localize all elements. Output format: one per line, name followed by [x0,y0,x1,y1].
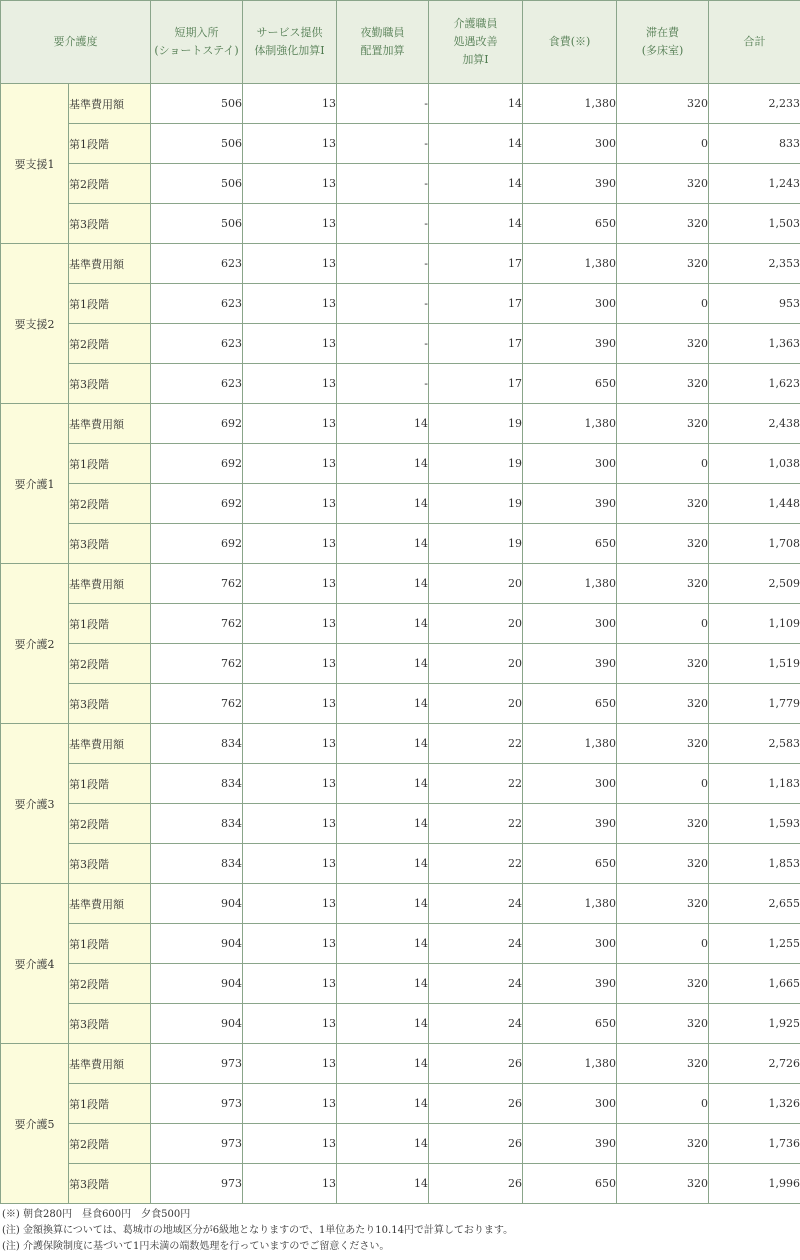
value-cell-night_staff: - [337,84,429,124]
value-cell-meal: 650 [523,524,617,564]
stage-cell: 基準費用額 [69,884,151,924]
value-cell-meal: 390 [523,1124,617,1164]
value-cell-night_staff: 14 [337,404,429,444]
value-cell-meal: 390 [523,644,617,684]
value-cell-night_staff: - [337,324,429,364]
value-cell-night_staff: 14 [337,444,429,484]
value-cell-service_add: 13 [243,764,337,804]
value-cell-night_staff: 14 [337,484,429,524]
value-cell-stay: 320 [617,1004,709,1044]
value-cell-night_staff: 14 [337,764,429,804]
value-cell-stay: 320 [617,484,709,524]
stage-cell: 基準費用額 [69,404,151,444]
value-cell-night_staff: 14 [337,1004,429,1044]
header-label: 加算Ⅰ [462,53,489,66]
table-row [1,444,800,484]
value-cell-service_add: 13 [243,644,337,684]
notes [0,1207,800,1255]
value-cell-total: 2,233 [709,84,800,124]
value-cell-care_staff: 24 [429,1004,523,1044]
header-label: サービス提供 [256,26,323,39]
value-cell-night_staff: 14 [337,1164,429,1204]
stage-cell: 第2段階 [69,804,151,844]
stage-cell: 第1段階 [69,1084,151,1124]
value-cell-care_staff: 14 [429,124,523,164]
value-cell-night_staff: - [337,124,429,164]
value-cell-short_stay: 904 [151,924,243,964]
value-cell-meal: 1,380 [523,564,617,604]
value-cell-meal: 300 [523,124,617,164]
header-label: 体制強化加算Ⅰ [254,44,325,57]
value-cell-care_staff: 17 [429,284,523,324]
value-cell-meal: 300 [523,924,617,964]
value-cell-total: 1,925 [709,1004,800,1044]
stage-cell: 第2段階 [69,644,151,684]
value-cell-stay: 0 [617,1084,709,1124]
value-cell-total: 953 [709,284,800,324]
value-cell-stay: 320 [617,844,709,884]
value-cell-short_stay: 692 [151,404,243,444]
value-cell-care_staff: 14 [429,204,523,244]
table-row [1,844,800,884]
value-cell-night_staff: 14 [337,964,429,1004]
value-cell-night_staff: 14 [337,724,429,764]
stage-cell: 第1段階 [69,764,151,804]
value-cell-service_add: 13 [243,244,337,284]
value-cell-care_staff: 22 [429,844,523,884]
value-cell-night_staff: 14 [337,844,429,884]
header-meal [523,1,617,84]
stage-cell: 第3段階 [69,1164,151,1204]
value-cell-meal: 300 [523,764,617,804]
value-cell-care_staff: 19 [429,404,523,444]
value-cell-service_add: 13 [243,684,337,724]
value-cell-total: 2,438 [709,404,800,444]
value-cell-stay: 320 [617,204,709,244]
value-cell-total: 2,655 [709,884,800,924]
value-cell-total: 1,665 [709,964,800,1004]
value-cell-service_add: 13 [243,1124,337,1164]
value-cell-meal: 650 [523,204,617,244]
value-cell-stay: 320 [617,1044,709,1084]
stage-cell: 基準費用額 [69,1044,151,1084]
header-label: 配置加算 [360,44,405,57]
value-cell-total: 1,853 [709,844,800,884]
header-label: 短期入所 [174,26,219,39]
stage-cell: 第2段階 [69,964,151,1004]
value-cell-total: 1,255 [709,924,800,964]
value-cell-service_add: 13 [243,404,337,444]
table-row [1,564,800,604]
value-cell-stay: 0 [617,924,709,964]
value-cell-total: 1,736 [709,1124,800,1164]
care-level-cell: 要介護2 [1,564,69,724]
value-cell-service_add: 13 [243,444,337,484]
header-label: 夜勤職員 [360,26,405,39]
value-cell-care_staff: 26 [429,1044,523,1084]
value-cell-care_staff: 14 [429,84,523,124]
table-row [1,284,800,324]
table-row [1,484,800,524]
value-cell-short_stay: 692 [151,524,243,564]
stage-cell: 第3段階 [69,1004,151,1044]
value-cell-meal: 650 [523,364,617,404]
header-total [709,1,800,84]
value-cell-care_staff: 14 [429,164,523,204]
stage-cell: 第1段階 [69,124,151,164]
value-cell-service_add: 13 [243,1044,337,1084]
value-cell-total: 1,779 [709,684,800,724]
value-cell-stay: 320 [617,164,709,204]
value-cell-meal: 390 [523,964,617,1004]
value-cell-night_staff: - [337,204,429,244]
value-cell-total: 833 [709,124,800,164]
stage-cell: 第2段階 [69,484,151,524]
table-row [1,1124,800,1164]
care-level-cell: 要介護5 [1,1044,69,1204]
value-cell-total: 1,038 [709,444,800,484]
table-row [1,244,800,284]
value-cell-service_add: 13 [243,284,337,324]
value-cell-stay: 320 [617,964,709,1004]
care-level-cell: 要介護1 [1,404,69,564]
table-row [1,964,800,1004]
value-cell-care_staff: 17 [429,324,523,364]
value-cell-care_staff: 26 [429,1164,523,1204]
value-cell-stay: 320 [617,404,709,444]
header-row [1,1,800,84]
value-cell-short_stay: 506 [151,84,243,124]
stage-cell: 基準費用額 [69,724,151,764]
table-row [1,1004,800,1044]
value-cell-short_stay: 834 [151,764,243,804]
value-cell-total: 1,183 [709,764,800,804]
value-cell-service_add: 13 [243,884,337,924]
stage-cell: 基準費用額 [69,244,151,284]
header-care_staff [429,1,523,84]
table-row [1,884,800,924]
table-body [1,84,800,1204]
stage-cell: 第1段階 [69,604,151,644]
value-cell-night_staff: 14 [337,884,429,924]
value-cell-care_staff: 20 [429,604,523,644]
value-cell-care_staff: 19 [429,484,523,524]
value-cell-care_staff: 22 [429,804,523,844]
value-cell-service_add: 13 [243,844,337,884]
value-cell-night_staff: - [337,364,429,404]
value-cell-care_staff: 17 [429,364,523,404]
value-cell-meal: 390 [523,164,617,204]
table-row [1,1044,800,1084]
value-cell-meal: 650 [523,844,617,884]
value-cell-night_staff: - [337,244,429,284]
value-cell-night_staff: - [337,164,429,204]
value-cell-night_staff: 14 [337,804,429,844]
table-row [1,1084,800,1124]
value-cell-meal: 1,380 [523,404,617,444]
value-cell-short_stay: 904 [151,964,243,1004]
value-cell-short_stay: 973 [151,1124,243,1164]
value-cell-meal: 390 [523,484,617,524]
value-cell-service_add: 13 [243,1084,337,1124]
value-cell-night_staff: 14 [337,1124,429,1164]
header-level [1,1,151,84]
value-cell-total: 2,583 [709,724,800,764]
stage-cell: 第3段階 [69,524,151,564]
value-cell-short_stay: 904 [151,884,243,924]
value-cell-service_add: 13 [243,564,337,604]
stage-cell: 第1段階 [69,444,151,484]
value-cell-short_stay: 973 [151,1164,243,1204]
value-cell-stay: 320 [617,724,709,764]
value-cell-meal: 390 [523,324,617,364]
value-cell-short_stay: 973 [151,1084,243,1124]
value-cell-short_stay: 692 [151,484,243,524]
table-row [1,684,800,724]
value-cell-short_stay: 973 [151,1044,243,1084]
care-level-cell: 要支援2 [1,244,69,404]
stage-cell: 基準費用額 [69,84,151,124]
value-cell-stay: 320 [617,684,709,724]
care-level-cell: 要介護4 [1,884,69,1044]
value-cell-night_staff: 14 [337,564,429,604]
table-row [1,1164,800,1204]
header-label: 介護職員 [453,17,498,30]
stage-cell: 第1段階 [69,924,151,964]
value-cell-care_staff: 19 [429,444,523,484]
value-cell-short_stay: 834 [151,844,243,884]
value-cell-service_add: 13 [243,164,337,204]
value-cell-service_add: 13 [243,924,337,964]
table-row [1,164,800,204]
header-label: 食費(※) [548,35,591,48]
header-label: 合計 [743,35,766,48]
value-cell-service_add: 13 [243,484,337,524]
table-row [1,924,800,964]
value-cell-care_staff: 24 [429,884,523,924]
value-cell-total: 1,593 [709,804,800,844]
value-cell-stay: 320 [617,1124,709,1164]
header-label: (多床室) [641,44,684,57]
value-cell-stay: 320 [617,884,709,924]
stage-cell: 第2段階 [69,164,151,204]
value-cell-stay: 0 [617,604,709,644]
value-cell-care_staff: 24 [429,924,523,964]
table-row [1,804,800,844]
value-cell-service_add: 13 [243,604,337,644]
value-cell-service_add: 13 [243,324,337,364]
value-cell-care_staff: 20 [429,684,523,724]
value-cell-stay: 0 [617,284,709,324]
value-cell-meal: 1,380 [523,884,617,924]
value-cell-service_add: 13 [243,84,337,124]
value-cell-short_stay: 762 [151,564,243,604]
value-cell-meal: 300 [523,284,617,324]
value-cell-night_staff: - [337,284,429,324]
care-level-cell: 要支援1 [1,84,69,244]
value-cell-total: 1,448 [709,484,800,524]
value-cell-service_add: 13 [243,124,337,164]
value-cell-total: 1,243 [709,164,800,204]
stage-cell: 第3段階 [69,204,151,244]
table-row [1,364,800,404]
value-cell-meal: 1,380 [523,244,617,284]
value-cell-service_add: 13 [243,964,337,1004]
table-row [1,644,800,684]
table-row [1,124,800,164]
value-cell-service_add: 13 [243,1164,337,1204]
value-cell-night_staff: 14 [337,1084,429,1124]
value-cell-stay: 320 [617,244,709,284]
value-cell-total: 1,326 [709,1084,800,1124]
header-label: 滞在費 [646,26,679,39]
value-cell-care_staff: 26 [429,1124,523,1164]
value-cell-service_add: 13 [243,724,337,764]
value-cell-night_staff: 14 [337,644,429,684]
value-cell-total: 1,109 [709,604,800,644]
value-cell-short_stay: 506 [151,164,243,204]
value-cell-care_staff: 19 [429,524,523,564]
note-line: (注) 金額換算については、葛城市の地域区分が6級地となりますので、1単位あたり10.14円で計算しております。 [2,1225,514,1236]
stage-cell: 第1段階 [69,284,151,324]
value-cell-night_staff: 14 [337,924,429,964]
value-cell-care_staff: 17 [429,244,523,284]
value-cell-night_staff: 14 [337,524,429,564]
table-row [1,404,800,444]
value-cell-night_staff: 14 [337,684,429,724]
table-row [1,324,800,364]
value-cell-total: 2,726 [709,1044,800,1084]
value-cell-meal: 1,380 [523,1044,617,1084]
value-cell-stay: 320 [617,84,709,124]
table-row [1,604,800,644]
value-cell-stay: 320 [617,324,709,364]
value-cell-care_staff: 26 [429,1084,523,1124]
value-cell-stay: 0 [617,124,709,164]
value-cell-short_stay: 623 [151,364,243,404]
value-cell-meal: 650 [523,1004,617,1044]
value-cell-service_add: 13 [243,1004,337,1044]
care-level-cell: 要介護3 [1,724,69,884]
value-cell-stay: 320 [617,564,709,604]
value-cell-meal: 300 [523,1084,617,1124]
value-cell-total: 1,503 [709,204,800,244]
value-cell-meal: 390 [523,804,617,844]
value-cell-short_stay: 834 [151,724,243,764]
header-short_stay [151,1,243,84]
value-cell-stay: 0 [617,764,709,804]
value-cell-total: 2,353 [709,244,800,284]
value-cell-care_staff: 20 [429,644,523,684]
table-row [1,724,800,764]
value-cell-service_add: 13 [243,804,337,844]
value-cell-short_stay: 904 [151,1004,243,1044]
value-cell-stay: 320 [617,1164,709,1204]
table-row [1,524,800,564]
value-cell-meal: 650 [523,1164,617,1204]
table-row [1,204,800,244]
value-cell-meal: 1,380 [523,84,617,124]
value-cell-total: 1,623 [709,364,800,404]
header-service_add [243,1,337,84]
stage-cell: 第2段階 [69,1124,151,1164]
value-cell-short_stay: 834 [151,804,243,844]
value-cell-short_stay: 623 [151,324,243,364]
value-cell-service_add: 13 [243,204,337,244]
value-cell-night_staff: 14 [337,604,429,644]
stage-cell: 第3段階 [69,364,151,404]
header-night_staff [337,1,429,84]
value-cell-care_staff: 22 [429,764,523,804]
value-cell-short_stay: 506 [151,204,243,244]
table-row [1,764,800,804]
value-cell-short_stay: 506 [151,124,243,164]
value-cell-meal: 1,380 [523,724,617,764]
value-cell-service_add: 13 [243,524,337,564]
value-cell-care_staff: 24 [429,964,523,1004]
value-cell-total: 1,363 [709,324,800,364]
value-cell-care_staff: 20 [429,564,523,604]
value-cell-stay: 0 [617,444,709,484]
value-cell-meal: 650 [523,684,617,724]
stage-cell: 第2段階 [69,324,151,364]
value-cell-total: 1,708 [709,524,800,564]
value-cell-service_add: 13 [243,364,337,404]
note-line: (※) 朝食280円 昼食600円 夕食500円 [2,1209,191,1220]
value-cell-stay: 320 [617,524,709,564]
table-row [1,84,800,124]
value-cell-night_staff: 14 [337,1044,429,1084]
value-cell-short_stay: 762 [151,604,243,644]
note-line: (注) 介護保険制度に基づいて1円未満の端数処理を行っていますのでご留意ください。 [2,1241,390,1252]
header-stay [617,1,709,84]
value-cell-stay: 320 [617,644,709,684]
header-label: (ショートステイ) [154,44,239,57]
stage-cell: 第3段階 [69,844,151,884]
value-cell-meal: 300 [523,444,617,484]
stage-cell: 第3段階 [69,684,151,724]
value-cell-short_stay: 762 [151,644,243,684]
header-label: 要介護度 [53,35,98,48]
value-cell-short_stay: 623 [151,284,243,324]
value-cell-short_stay: 692 [151,444,243,484]
stage-cell: 基準費用額 [69,564,151,604]
header-label: 処遇改善 [453,35,498,48]
value-cell-total: 1,519 [709,644,800,684]
value-cell-meal: 300 [523,604,617,644]
value-cell-short_stay: 762 [151,684,243,724]
value-cell-stay: 320 [617,804,709,844]
value-cell-short_stay: 623 [151,244,243,284]
value-cell-care_staff: 22 [429,724,523,764]
value-cell-total: 2,509 [709,564,800,604]
value-cell-total: 1,996 [709,1164,800,1204]
value-cell-stay: 320 [617,364,709,404]
